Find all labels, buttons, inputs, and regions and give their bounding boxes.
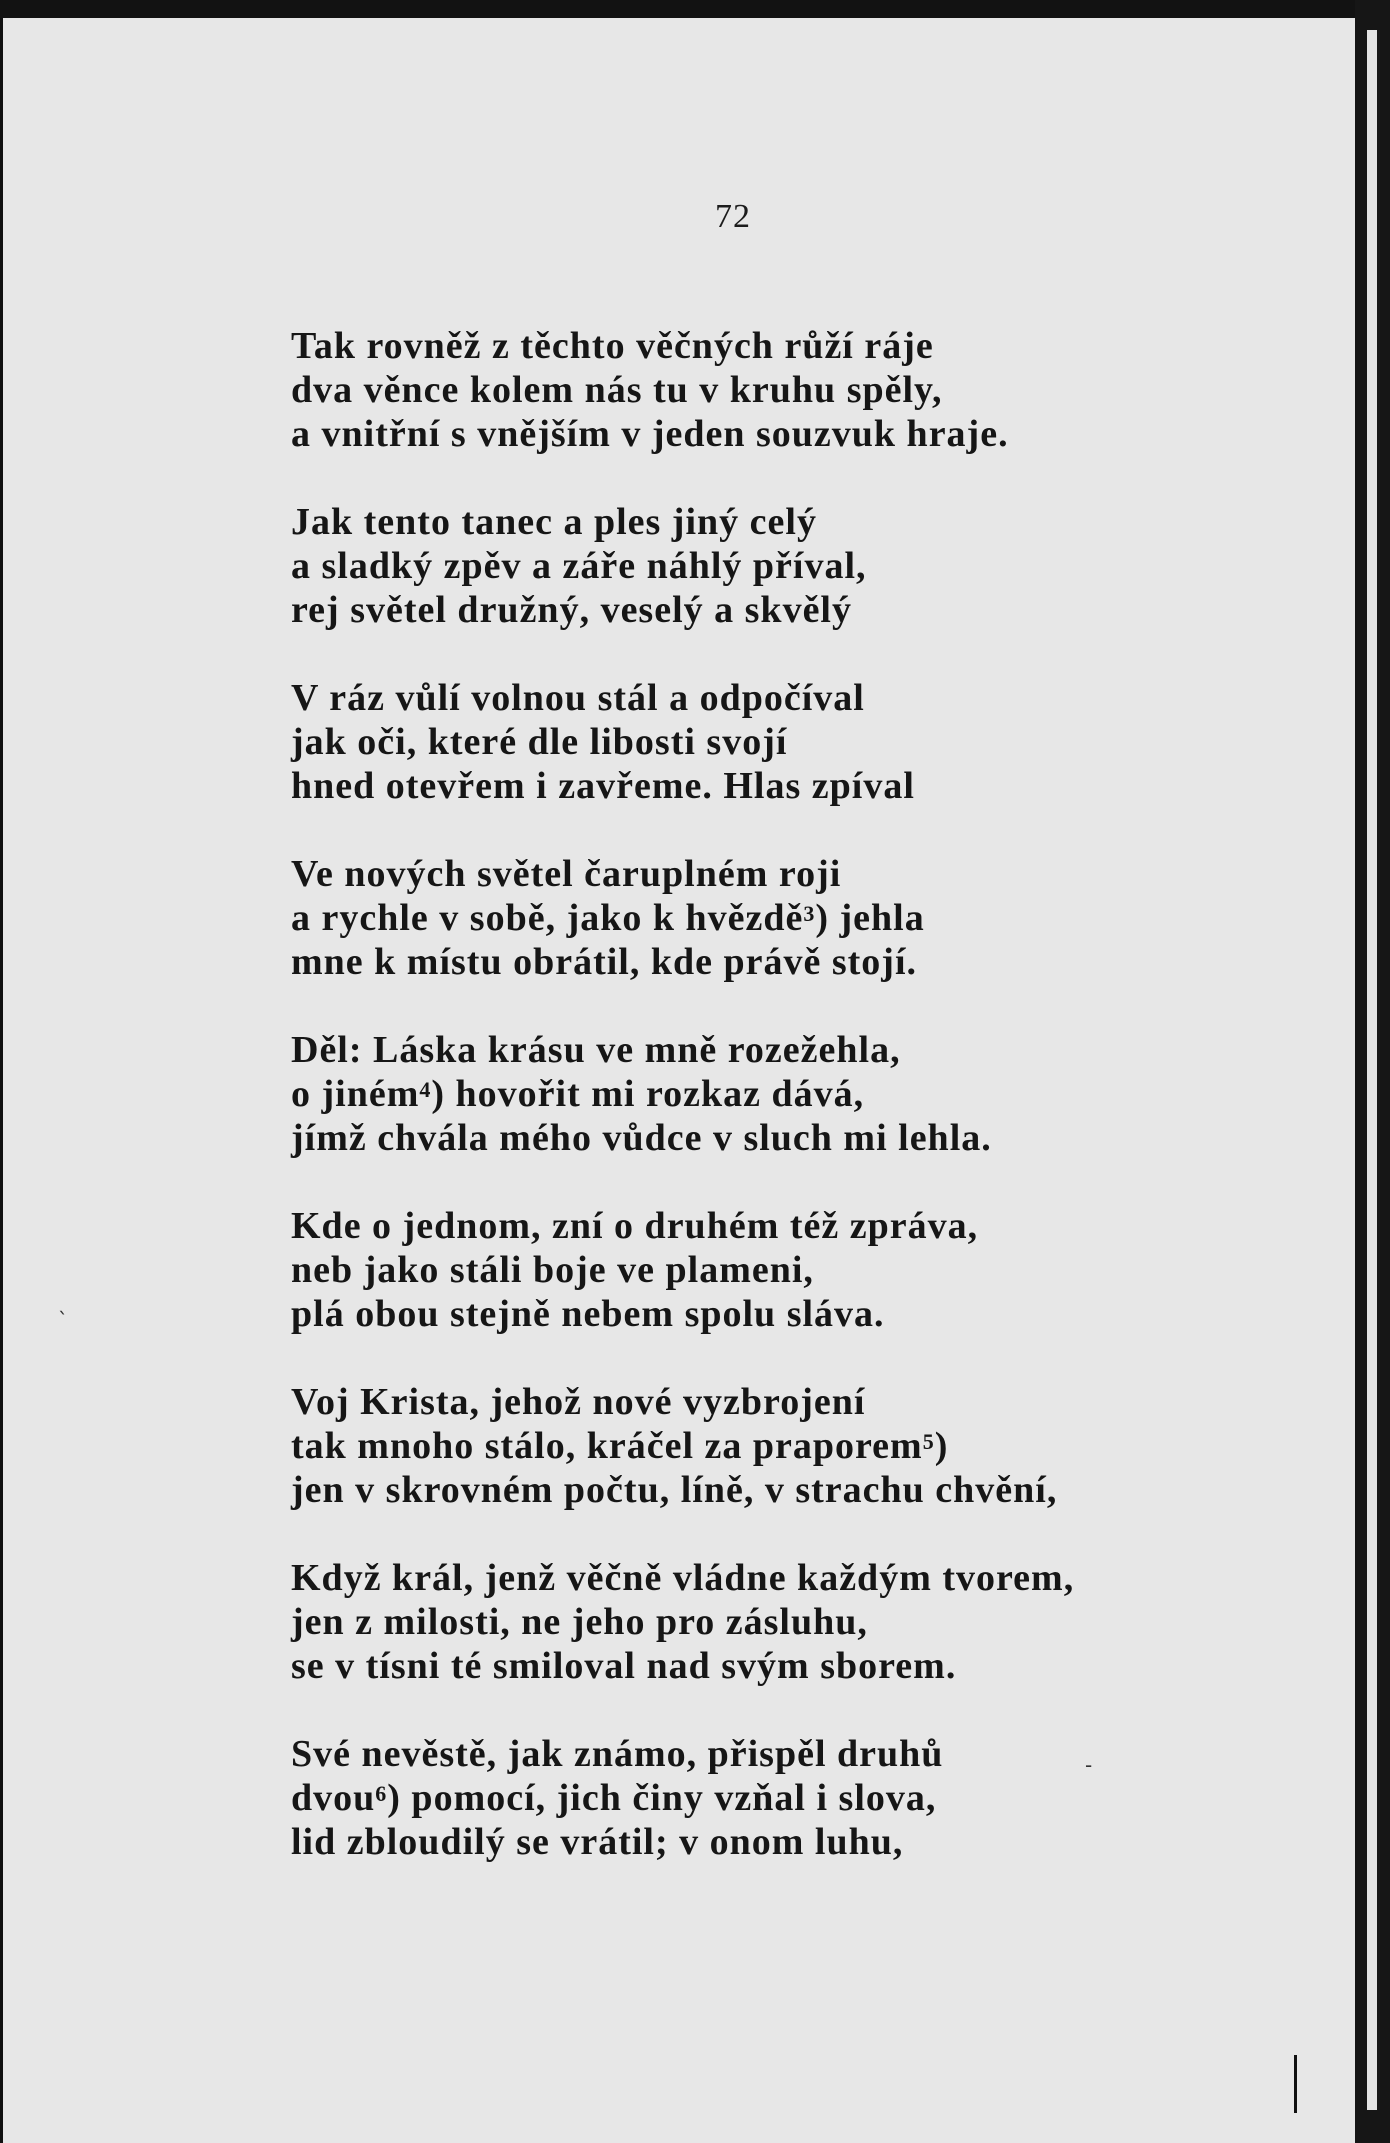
verse-line [291, 676, 1191, 720]
verse-text: plá obou stejně nebem spolu sláva. [291, 1293, 885, 1335]
verse-line [291, 500, 1191, 544]
verse-text-after: ) hovořit mi rozkaz dává, [431, 1073, 865, 1115]
stanza [291, 1380, 1191, 1512]
verse-line [291, 1776, 1191, 1820]
verse-text: dvou [291, 1777, 376, 1819]
verse-text: Jak tento tanec a ples jiný celý [291, 501, 817, 543]
verse-text-after: ) pomocí, jich činy vzňal i slova, [387, 1777, 937, 1819]
verse-line [291, 1468, 1191, 1512]
scan-border-right [1355, 0, 1390, 2143]
verse-line [291, 1644, 1191, 1688]
verse-line [291, 1116, 1191, 1160]
verse-line [291, 1072, 1191, 1116]
verse-line [291, 852, 1191, 896]
verse-text: Kde o jednom, zní o druhém též zpráva, [291, 1205, 979, 1247]
verse-text: a vnitřní s vnějším v jeden souzvuk hraje. [291, 413, 1009, 455]
verse-text: a sladký zpěv a záře náhlý příval, [291, 545, 867, 587]
verse-line [291, 764, 1191, 808]
page-number: 72 [715, 198, 751, 235]
verse-line [291, 412, 1191, 456]
verse-line [291, 1820, 1191, 1864]
verse-text: rej světel družný, veselý a skvělý [291, 589, 852, 631]
stanza [291, 676, 1191, 808]
verse-line [291, 940, 1191, 984]
verse-text: jak oči, které dle libosti svojí [291, 721, 788, 763]
footnote-marker: 4 [419, 1077, 432, 1102]
verse-line [291, 720, 1191, 764]
verse-line [291, 1204, 1191, 1248]
verse-text-after: ) jehla [815, 897, 925, 939]
verse-text: jen z milosti, ne jeho pro zásluhu, [291, 1601, 868, 1643]
verse-text-after: ) [934, 1425, 949, 1467]
verse-text: V ráz vůlí volnou stál a odpočíval [291, 677, 865, 719]
verse-line [291, 1380, 1191, 1424]
verse-line [291, 1424, 1191, 1468]
verse-text: dva věnce kolem nás tu v kruhu spěly, [291, 369, 943, 411]
verse-text: Děl: Láska krásu ve mně rozežehla, [291, 1029, 901, 1071]
verse-line [291, 588, 1191, 632]
verse-text: Když král, jenž věčně vládne každým tvorem, [291, 1557, 1075, 1599]
footnote-marker: 6 [375, 1781, 388, 1806]
verse-line [291, 1248, 1191, 1292]
stanza [291, 1204, 1191, 1336]
verse-text: se v tísni té smiloval nad svým sborem. [291, 1645, 957, 1687]
stanza [291, 500, 1191, 632]
scan-line-mark [1294, 2055, 1297, 2113]
verse-line [291, 1028, 1191, 1072]
verse-text: a rychle v sobě, jako k hvězdě [291, 897, 804, 939]
verse-text: o jiném [291, 1073, 420, 1115]
footnote-marker: 5 [922, 1429, 935, 1454]
scan-page-edge [1367, 30, 1377, 2110]
scan-speck: - [1085, 1753, 1093, 1777]
verse-text: Voj Krista, jehož nové vyzbrojení [291, 1381, 866, 1423]
verse-line [291, 896, 1191, 940]
verse-text: tak mnoho stálo, kráčel za praporem [291, 1425, 923, 1467]
stanza [291, 1732, 1191, 1864]
verse-text: Ve nových světel čaruplném roji [291, 853, 842, 895]
stanza [291, 1028, 1191, 1160]
scan-border-top [0, 0, 1390, 18]
verse-text: jímž chvála mého vůdce v sluch mi lehla. [291, 1117, 992, 1159]
verse-line [291, 1732, 1191, 1776]
poem-text [291, 324, 1191, 1908]
verse-line [291, 368, 1191, 412]
verse-line [291, 1292, 1191, 1336]
verse-text: hned otevřem i zavřeme. Hlas zpíval [291, 765, 915, 807]
verse-line [291, 1556, 1191, 1600]
stanza [291, 1556, 1191, 1688]
book-page [0, 18, 1355, 2143]
verse-text: jen v skrovném počtu, líně, v strachu chvění, [291, 1469, 1058, 1511]
verse-text: Tak rovněž z těchto věčných růží ráje [291, 325, 934, 367]
stanza [291, 324, 1191, 456]
verse-text: neb jako stáli boje ve plameni, [291, 1249, 814, 1291]
verse-text: lid zbloudilý se vrátil; v onom luhu, [291, 1821, 904, 1863]
scan-speck: ˋ [58, 1308, 68, 1332]
footnote-marker: 3 [803, 901, 816, 926]
verse-line [291, 544, 1191, 588]
verse-text: Své nevěstě, jak známo, přispěl druhů [291, 1733, 944, 1775]
verse-text: mne k místu obrátil, kde právě stojí. [291, 941, 917, 983]
verse-line [291, 1600, 1191, 1644]
stanza [291, 852, 1191, 984]
verse-line [291, 324, 1191, 368]
